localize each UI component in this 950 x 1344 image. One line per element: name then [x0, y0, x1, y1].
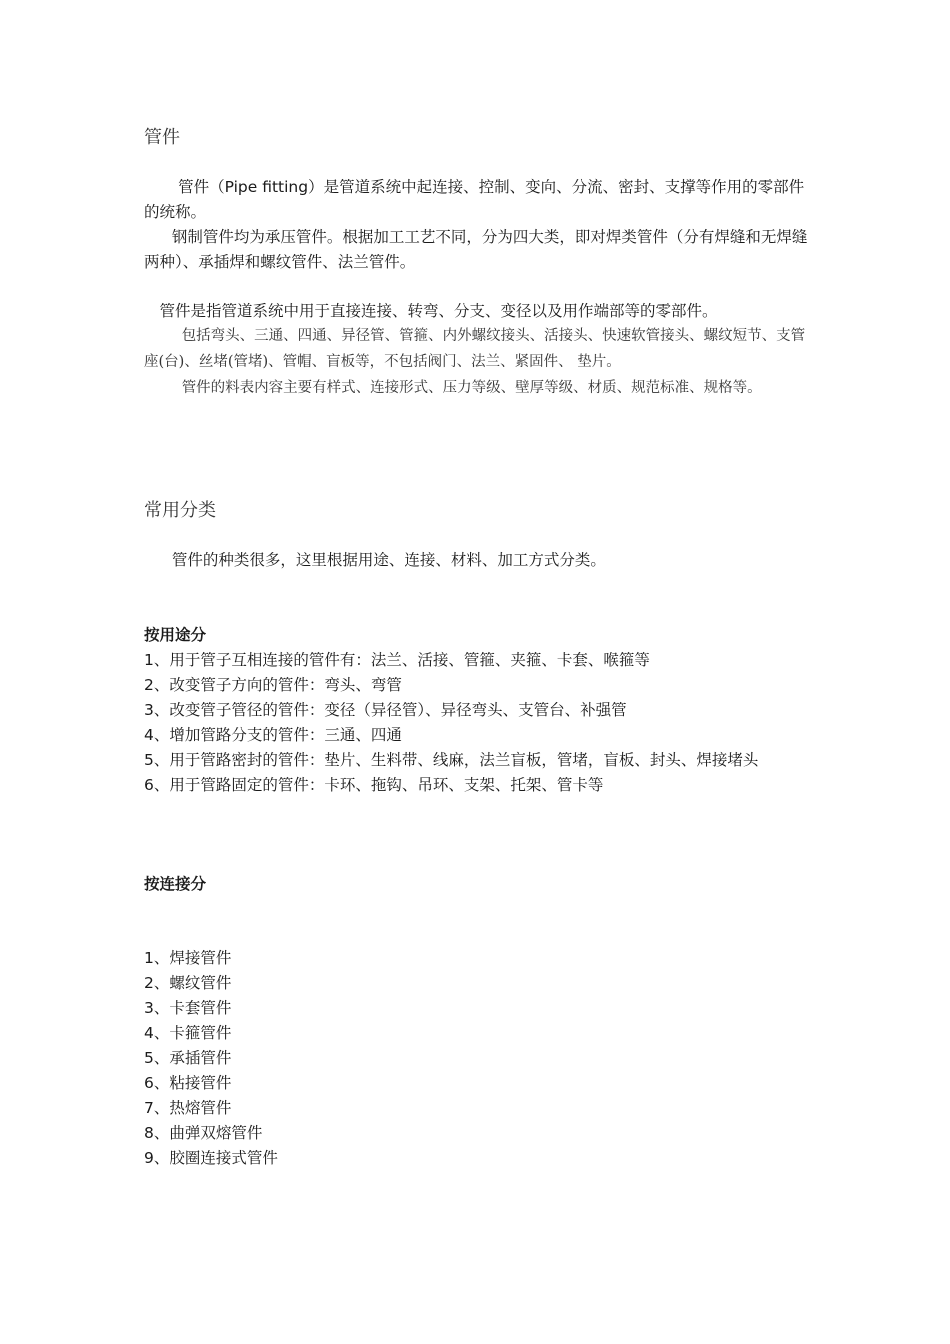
- paragraph-material-list: 管件的料表内容主要有样式、连接形式、压力等级、壁厚等级、材质、规范标准、规格等。: [181, 380, 762, 396]
- section-title-classification: 常用分类: [144, 500, 216, 521]
- list-item: 1、用于管子互相连接的管件有：法兰、活接、管箍、夹箍、卡套、喉箍等: [144, 651, 650, 669]
- section-title-pipe-fitting: 管件: [144, 127, 180, 148]
- list-item: 7、热熔管件: [144, 1099, 232, 1117]
- paragraph-definition: 管件（Pipe fitting）是管道系统中起连接、控制、变向、分流、密封、支撑等作用的零部件的统称。: [144, 178, 805, 221]
- paragraph-classification-intro: 管件的种类很多，这里根据用途、连接、材料、加工方式分类。: [171, 551, 606, 569]
- list-item: 3、改变管子管径的管件：变径（异径管）、异径弯头、支管台、补强管: [144, 701, 627, 719]
- list-item: 6、用于管路固定的管件：卡环、拖钩、吊环、支架、托架、管卡等: [144, 776, 604, 794]
- paragraph-steel-fittings: 钢制管件均为承压管件。根据加工工艺不同，分为四大类，即对焊类管件（分有焊缝和无焊缝两种）、承插焊和螺纹管件、法兰管件。: [144, 228, 808, 271]
- list-by-use: [144, 648, 808, 798]
- list-item: 6、粘接管件: [144, 1074, 232, 1092]
- paragraph-fitting-meaning: 管件是指管道系统中用于直接连接、转弯、分支、变径以及用作端部等的零部件。: [159, 302, 718, 320]
- list-item: 9、胶圈连接式管件: [144, 1149, 278, 1167]
- list-item: 5、用于管路密封的管件：垫片、生料带、线麻，法兰盲板，管堵，盲板、封头、焊接堵头: [144, 751, 759, 769]
- list-item: 8、曲弹双熔管件: [144, 1124, 263, 1142]
- list-item: 5、承插管件: [144, 1049, 232, 1067]
- list-item: 4、增加管路分支的管件：三通、四通: [144, 726, 402, 744]
- list-item: 2、螺纹管件: [144, 974, 232, 992]
- list-item: 4、卡箍管件: [144, 1024, 232, 1042]
- heading-by-connection: 按连接分: [144, 875, 207, 893]
- heading-by-use: 按用途分: [144, 626, 207, 644]
- list-item: 1、焊接管件: [144, 949, 232, 967]
- paragraph-includes: 包括弯头、三通、四通、异径管、管箍、内外螺纹接头、活接头、快速软管接头、螺纹短节、支管座(台)、丝堵(管堵)、管帽、盲板等，不包括阀门、法兰、紧固件、 垫片。: [144, 328, 806, 370]
- list-item: 3、卡套管件: [144, 999, 232, 1017]
- list-by-connection: [144, 946, 808, 1171]
- list-item: 2、改变管子方向的管件：弯头、弯管: [144, 676, 402, 694]
